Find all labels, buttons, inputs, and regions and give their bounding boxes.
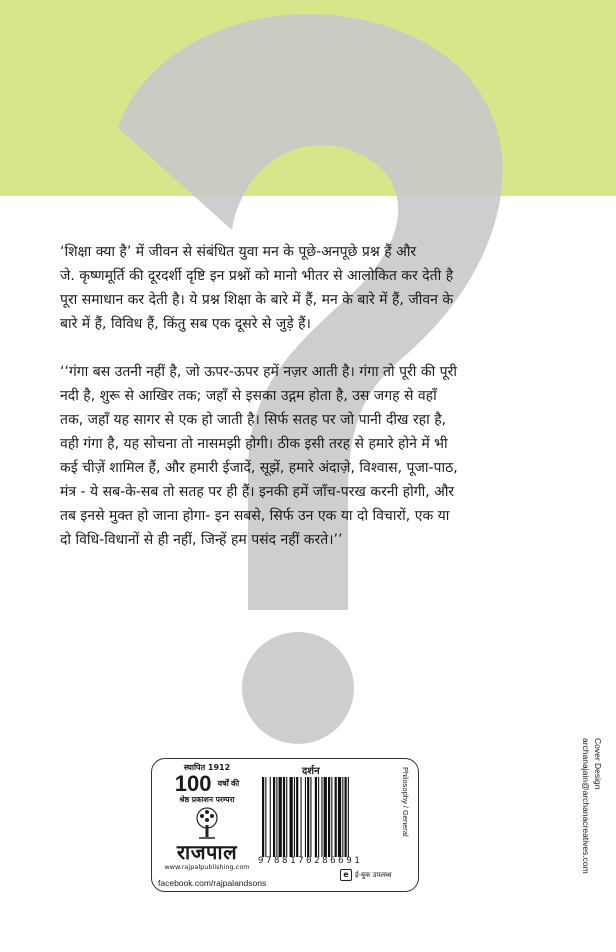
barcode-bar	[307, 777, 309, 857]
quote-paragraph: ‘‘गंगा बस उतनी नहीं है, जो ऊपर-ऊपर हमें नज़र आती है। गंगा तो पूरी की पूरी नदी है, शुरू से आखिर तक; जहाँ से इसका उद्गम होता है, उस जगह से वहाँ तक, जहाँ यह सागर से एक हो जाती है। सिर्फ सतह पर जो पानी दीख रहा है, वही गंगा है, यह सोचना तो नासमझी होगी। ठीक इसी तरह से हमारे होने में भी कई चीज़ें शामिल हैं, और हमारी ईजादें, सूझें, हमारे अंदाज़े, विश्वास, पूजा-पाठ, मंत्र - ये सब-के-सब तो सतह पर ही हैं। इनकी हमें जाँच-परख करनी होगी, और तब इनसे मुक्त हो जाना होगा- इन सबसे, सिर्फ उन एक या दो विचारों, एक या दो विधि-विधानों से ही नहीं, जिन्हें हम पसंद नहीं करते।’’	[60, 364, 458, 548]
barcode-bar	[345, 777, 347, 857]
cover-credit	[574, 738, 604, 898]
barcode-bar	[279, 777, 282, 857]
barcode-bar	[305, 777, 306, 857]
ebook-available	[340, 869, 392, 881]
barcode-bar	[290, 777, 293, 857]
barcode-bar	[335, 777, 337, 857]
genre-label: Philosophy / General	[401, 767, 410, 837]
isbn-barcode	[260, 777, 388, 857]
barcode-bar	[265, 777, 266, 857]
facebook-link[interactable]: facebook.com/rajpalandsons	[158, 878, 267, 888]
hundred-number: 100	[174, 771, 212, 796]
ebook-icon: e	[340, 869, 352, 881]
isbn-number: 9788170286691	[258, 856, 363, 866]
credit-title: Cover Design	[593, 738, 603, 790]
publisher-logo-block	[158, 763, 256, 875]
publisher-website: www.rajpalpublishing.com	[164, 863, 250, 871]
barcode-bar	[273, 777, 275, 857]
barcode-bar	[294, 777, 295, 857]
barcode-bar	[331, 777, 332, 857]
barcode-bar	[348, 777, 349, 857]
barcode-bar	[276, 777, 277, 857]
question-mark-dot	[242, 632, 354, 744]
barcode-bar	[270, 777, 271, 857]
barcode-bar	[262, 777, 264, 857]
barcode-bar	[321, 777, 322, 857]
intro-paragraph: ‘शिक्षा क्या है’ में जीवन से संबंधित युवा मन के पूछे-अनपूछे प्रश्न हैं और जे. कृष्णमूर्ति की दूरदर्शी दृष्टि इन प्रश्नों को मानो भीतर से आलोकित कर देती है पूरा समाधान कर देती है। ये प्रश्न शिक्षा के बारे में हैं, मन के बारे में हैं, जीवन के बारे में हैं, विविध हैं, किंतु सब एक दूसरे से जुड़े हैं।	[60, 244, 454, 332]
description-text	[60, 240, 580, 576]
publisher-name: राजपाल	[176, 840, 238, 864]
category-label: दर्शन	[302, 766, 320, 777]
barcode-bar	[310, 777, 311, 857]
barcode-bar	[286, 777, 287, 857]
barcode-bar	[328, 777, 330, 857]
years-suffix: वर्षों की	[217, 779, 240, 788]
barcode-bar	[324, 777, 327, 857]
barcode-bar	[301, 777, 302, 857]
established-text: स्थापित 1912	[183, 763, 231, 772]
barcode-bar	[315, 777, 317, 857]
hundred-years	[158, 773, 256, 795]
tree-icon	[190, 807, 224, 841]
barcode-bar	[318, 777, 319, 857]
barcode-bar	[296, 777, 298, 857]
ebook-label: ई-बुक उपलब्ध	[355, 870, 392, 879]
tradition-text: श्रेष्ठ प्रकाशन परम्परा	[179, 795, 235, 804]
credit-email: archanajain@archanacreatives.com	[581, 738, 591, 874]
publisher-barcode-panel	[151, 758, 419, 892]
barcode-bar	[342, 777, 343, 857]
barcode-bar	[283, 777, 285, 857]
barcode-bar	[338, 777, 341, 857]
